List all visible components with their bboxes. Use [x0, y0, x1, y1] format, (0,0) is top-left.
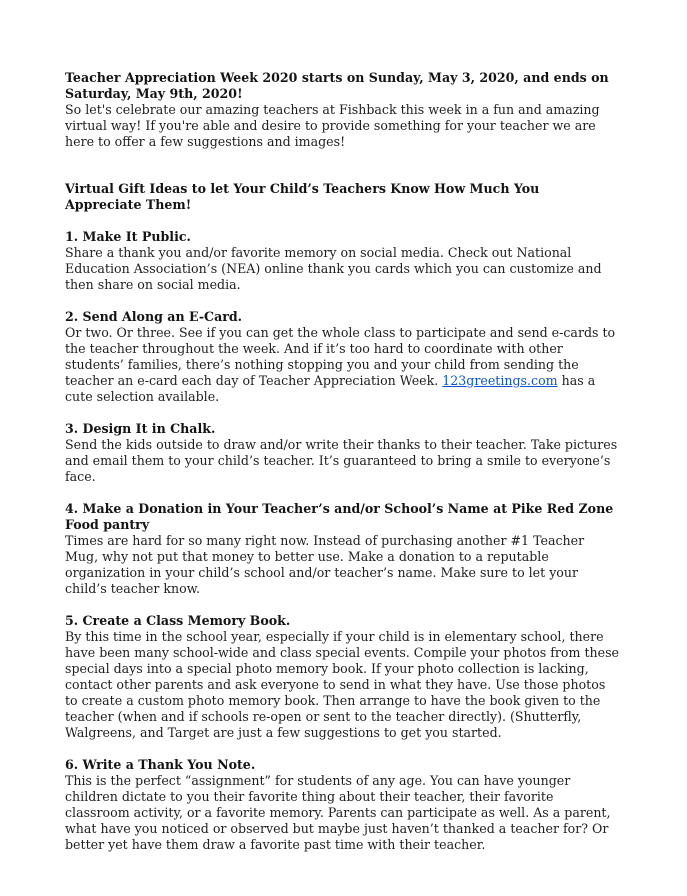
section-body-text: Or two. Or three. See if you can get the whole class to participate and send e-cards to the teacher throughout the week. And if it’s too hard to coordinate with other students’ families, there’s nothing stopping you and your child from sending the teacher an e-card each day of Teacher Appreciation Week.: [65, 325, 616, 388]
section-body: Send the kids outside to draw and/or write their thanks to their teacher. Take pictures and email them to your child’s teacher. It’s guaranteed to bring a smile to everyone’s face.: [65, 437, 618, 484]
section-title: 4. Make a Donation in Your Teacher’s and/or School’s Name at Pike Red Zone Food pantry: [65, 501, 614, 532]
document-page: [65, 70, 620, 853]
section-title: 5. Create a Class Memory Book.: [65, 613, 291, 628]
section-body: [65, 325, 620, 405]
page-headline: Teacher Appreciation Week 2020 starts on Sunday, May 3, 2020, and ends on Saturday, May 9th, 2020!: [65, 70, 609, 101]
section-title: 6. Write a Thank You Note.: [65, 757, 256, 772]
section-body: By this time in the school year, especially if your child is in elementary school, there have been many school-wide and class special events. Compile your photos from these special days into a special photo memory book. If your photo collection is lacking, contact other parents and ask everyone to send in what they have. Use those photos to create a custom photo memory book. Then arrange to have the book given to the teacher (when and if schools re-open or sent to the teacher directly). (Shutterfly, Walgreens, and Target are just a few suggestions to get you started.: [65, 629, 619, 740]
intro-paragraph: So let's celebrate our amazing teachers at Fishback this week in a fun and amazing virtual way! If you're able and desire to provide something for your teacher we are here to offer a few suggestions and images!: [65, 102, 600, 149]
section-body: Share a thank you and/or favorite memory on social media. Check out National Education Association’s (NEA) online thank you cards which you can customize and then share on social media.: [65, 245, 602, 292]
spacer: [65, 293, 620, 309]
section-title: 3. Design It in Chalk.: [65, 421, 216, 436]
gift-ideas-heading: Virtual Gift Ideas to let Your Child’s Teachers Know How Much You Appreciate Them!: [65, 181, 540, 212]
greetings-link[interactable]: 123greetings.com: [442, 373, 558, 388]
section-make-it-public: [65, 229, 620, 293]
section-title: 1. Make It Public.: [65, 229, 191, 244]
section-thank-you-note: [65, 757, 620, 853]
spacer: [65, 741, 620, 757]
section-body-text: has a cute selection available.: [65, 373, 596, 404]
section-body: This is the perfect “assignment” for students of any age. You can have younger children dictate to you their favorite thing about their teacher, their favorite classroom activity, or a favorite memory. Parents can participate as well. As a parent, what have you noticed or observed but maybe just haven’t thanked a teacher for? Or better yet have them draw a favorite past time with their teacher.: [65, 773, 611, 852]
section-chalk: [65, 421, 620, 485]
spacer: [65, 597, 620, 613]
section-memory-book: [65, 613, 620, 741]
section-title: 2. Send Along an E-Card.: [65, 309, 243, 324]
spacer: [65, 213, 620, 229]
spacer: [65, 150, 620, 181]
spacer: [65, 405, 620, 421]
section-e-card: [65, 309, 620, 405]
section-donation: [65, 501, 620, 597]
section-body: Times are hard for so many right now. Instead of purchasing another #1 Teacher Mug, why not put that money to better use. Make a donation to a reputable organization in your child’s school and/or teacher’s name. Make sure to let your child’s teacher know.: [65, 533, 585, 596]
spacer: [65, 485, 620, 501]
